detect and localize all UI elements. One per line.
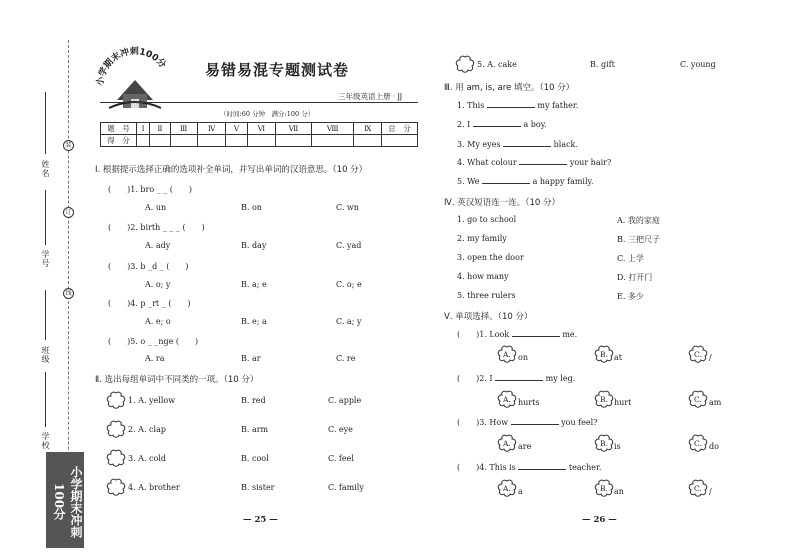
fill-line-pre: 5. We [457,177,480,186]
option-letter: B. [600,350,608,359]
blank-input[interactable] [482,177,530,184]
fill-line-post: a boy. [523,120,547,129]
question-stem[interactable]: ( )3. b _d _ ( ) [108,262,189,271]
option-b[interactable]: at [614,353,622,362]
option-a[interactable]: A. e; o [145,317,171,326]
option-b[interactable]: hurt [614,398,632,407]
brand-box: 小学期末冲刺100分 [46,452,84,548]
section-4-heading: Ⅳ. 英汉短语连一连。（10 分） [444,198,561,208]
binding-circle: 线 [63,288,74,299]
option-c[interactable]: C. a; y [336,317,362,326]
table-cell: Ⅶ [276,123,312,135]
question-stem: 5. A. cake [477,60,517,69]
option-c[interactable]: / [709,487,712,496]
match-left-item[interactable]: 3. open the door [457,253,524,262]
option-c[interactable]: C. wn [336,203,359,212]
blank-input[interactable] [511,418,559,425]
question-stem [457,417,597,428]
question-post: my leg. [545,374,576,383]
time-info: （时间:60 分钟 满分:100 分） [220,110,315,118]
fill-line [457,140,578,149]
option-letter: C. [694,395,702,404]
section-5-heading: Ⅴ. 单项选择。（10 分） [444,312,533,322]
grade-label: 三年级英语上册 · JJ [338,92,403,101]
section-3-heading: Ⅲ. 用 am, is, are 填空。（10 分） [444,83,575,93]
fill-line-pre: 4. What colour [457,158,517,167]
svg-text:小学期末冲刺100分 [95,45,169,86]
option-c: C. apple [328,396,362,405]
option-c: C. feel [328,454,354,463]
option-b[interactable]: B. day [241,241,267,250]
match-right-item[interactable]: E. 多少 [617,292,644,301]
option-b[interactable]: B. e; a [241,317,267,326]
score-cell[interactable] [226,135,247,147]
school-field[interactable] [45,372,46,427]
option-b[interactable]: B. on [241,203,262,212]
fill-line-pre: 2. I [457,120,471,129]
option-b[interactable]: B. ar [241,354,261,363]
option-b: B. arm [241,425,269,434]
fill-line [457,101,578,110]
option-letter: C. [694,484,702,493]
table-cell: 总 分 [382,123,418,135]
logo [95,42,175,114]
option-c: C. eye [328,425,353,434]
question-pre: ( )3. How [457,418,509,427]
question-stem [457,462,601,473]
fill-line-post: my father. [537,101,579,110]
question-stem[interactable]: ( )5. o _ _nge ( ) [108,337,199,346]
fill-line-post: your hair? [569,158,612,167]
score-cell[interactable] [137,135,150,147]
blank-input[interactable] [512,330,560,337]
fill-line-pre: 3. My eyes [457,140,501,149]
option-letter: B. [600,484,608,493]
score-table-score-row [101,135,418,147]
question-pre: ( )4. This is [457,463,516,472]
table-cell: Ⅳ [197,123,225,135]
answer-bubble-icon[interactable] [455,55,475,73]
score-table-header-row [101,123,418,135]
match-right-item[interactable]: D. 打开门 [617,273,653,282]
option-b[interactable]: is [614,442,621,451]
score-table [100,122,418,147]
option-c[interactable]: do [709,442,719,451]
option-c: C. young [680,60,716,69]
score-cell[interactable] [247,135,275,147]
match-left-item[interactable]: 4. how many [457,272,509,281]
option-b: B. gift [590,60,615,69]
option-c[interactable]: C. yad [336,241,362,250]
option-letter: B. [600,439,608,448]
question-post: me. [562,330,578,339]
option-a[interactable]: A. o; y [145,280,171,289]
table-cell: Ⅷ [311,123,354,135]
question-post: you feel? [561,418,598,427]
question-stem: 1. A. yellow [128,396,176,405]
binding-circle: 订 [63,207,74,218]
page-title: 易错易混专题测试卷 [205,61,350,79]
option-a[interactable]: A. un [145,203,167,212]
logo-arc-text: 小学期末冲刺100分 [95,46,168,87]
question-pre: ( )2. I [457,374,493,383]
blank-input[interactable] [487,101,535,108]
section-1-heading: Ⅰ. 根据提示选择正确的选项补全单词，并写出单词的汉语意思。（10 分） [95,165,368,175]
blank-input[interactable] [519,158,567,165]
question-stem[interactable]: ( )1. bro _ _ ( ) [108,185,193,194]
option-a[interactable]: are [518,442,532,451]
answer-bubble-icon[interactable] [106,391,126,409]
answer-bubble-icon[interactable] [106,420,126,438]
option-letter: A. [503,484,511,493]
option-letter: A. [503,395,511,404]
question-stem [457,329,577,340]
option-b: B. cool [241,454,269,463]
question-stem: 2. A. clap [128,425,166,434]
score-cell[interactable] [354,135,382,147]
page-number-left: — 25 — [243,515,278,525]
match-right-item[interactable]: A. 我的家庭 [617,216,660,225]
blank-input[interactable] [495,374,543,381]
option-c[interactable]: / [709,353,712,362]
score-cell[interactable] [197,135,225,147]
class-field[interactable] [45,290,46,340]
option-letter: C. [694,350,702,359]
option-c: C. family [328,483,364,492]
question-stem[interactable]: ( )4. p _rt _ ( ) [108,299,191,308]
question-stem [457,373,575,384]
table-cell: Ⅸ [354,123,382,135]
question-stem: 4. A. brother [128,483,180,492]
option-letter: A. [503,439,511,448]
answer-bubble-icon[interactable] [106,449,126,467]
option-a[interactable]: on [518,353,528,362]
question-post: teacher. [568,463,602,472]
score-cell[interactable] [382,135,418,147]
section-2-heading: Ⅱ. 选出每组单词中不同类的一项。（10 分） [95,375,259,385]
option-c[interactable]: C. o; e [336,280,362,289]
number-field[interactable] [45,190,46,245]
school-label: 学校 [41,432,50,450]
page-number-right: — 26 — [582,515,617,525]
option-a[interactable]: hurts [518,398,540,407]
blank-input[interactable] [473,120,521,127]
name-field[interactable] [45,92,46,154]
option-b: B. sister [241,483,275,492]
option-c[interactable]: C. re [336,354,356,363]
fill-line [457,120,547,129]
option-letter: A. [503,350,511,359]
question-pre: ( )1. Look [457,330,510,339]
answer-bubble-icon[interactable] [106,478,126,496]
divider [100,102,418,103]
match-left-item[interactable]: 5. three rulers [457,291,516,300]
option-a[interactable]: a [518,487,523,496]
match-left-item[interactable]: 1. go to school [457,215,517,224]
blank-input[interactable] [518,463,566,470]
option-c[interactable]: am [709,398,722,407]
table-cell: Ⅰ [137,123,150,135]
question-stem[interactable]: ( )2. birth _ _ _ ( ) [108,223,205,232]
match-right-item[interactable]: C. 上学 [617,254,644,263]
binding-circle: 装 [63,140,74,151]
score-cell[interactable] [276,135,312,147]
class-label: 班级 [41,346,50,364]
match-left-item[interactable]: 2. my family [457,234,507,243]
table-cell: Ⅲ [170,123,197,135]
score-cell[interactable] [311,135,354,147]
option-b[interactable]: an [614,487,624,496]
name-label: 姓名 [41,160,50,178]
fill-line-pre: 1. This [457,101,485,110]
option-letter: C. [694,439,702,448]
match-right-item[interactable]: B. 三把尺子 [617,235,660,244]
option-b[interactable]: B. a; e [241,280,267,289]
table-cell: Ⅵ [247,123,275,135]
option-letter: B. [600,395,608,404]
table-cell: Ⅱ [150,123,170,135]
score-cell[interactable] [150,135,170,147]
table-cell: 得 分 [101,135,137,147]
number-label: 学号 [41,250,50,268]
fill-line [457,158,611,167]
table-cell: 题 号 [101,123,137,135]
fill-line-post: a happy family. [532,177,594,186]
blank-input[interactable] [503,140,551,147]
fill-line-post: black. [553,140,578,149]
option-a[interactable]: A. ady [145,241,171,250]
option-b: B. red [241,396,266,405]
option-a[interactable]: A. ra [145,354,165,363]
table-cell: Ⅴ [226,123,247,135]
score-cell[interactable] [170,135,197,147]
fill-line [457,177,594,186]
question-stem: 3. A. cold [128,454,167,463]
